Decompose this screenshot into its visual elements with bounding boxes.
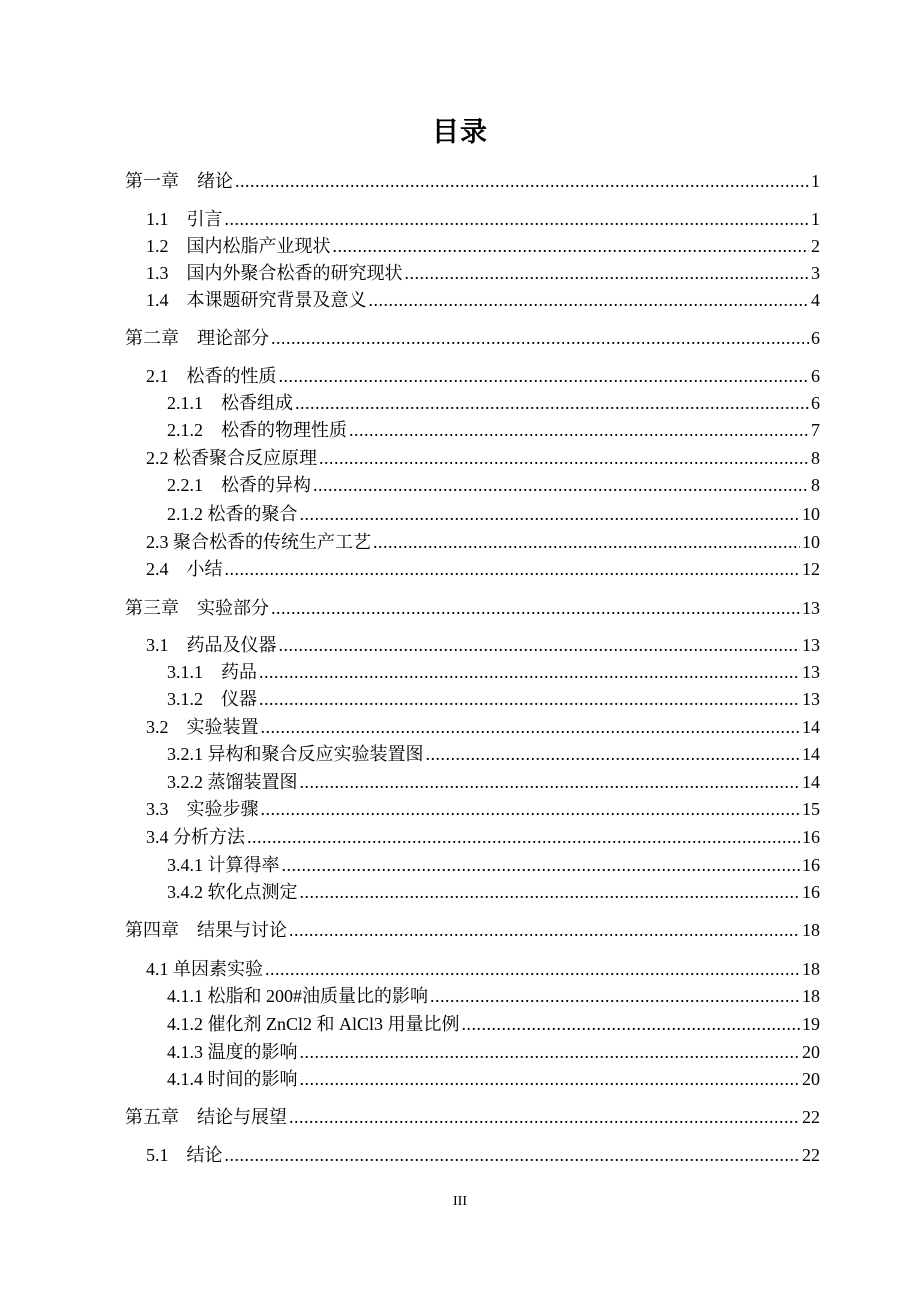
toc-entry-2-2[interactable]: 2.2 松香聚合反应原理 ..... 8 [146, 446, 820, 470]
toc-entry-3-1[interactable]: 3.1 药品及仪器 ..... 13 [146, 633, 820, 657]
toc-entry-1-4[interactable]: 1.4 本课题研究背景及意义 ..... 4 [146, 288, 820, 312]
toc-entry-3-1-1[interactable]: 3.1.1 药品 ..... 13 [167, 660, 820, 684]
page-number: III [453, 1194, 467, 1209]
toc-entry-4-1-3[interactable]: 4.1.3 温度的影响 ..... 20 [167, 1040, 820, 1064]
toc-entry-chapter-3[interactable]: 第三章 实验部分 ..... 13 [125, 596, 820, 620]
toc-entry-2-2-1[interactable]: 2.2.1 松香的异构 ..... 8 [167, 473, 820, 497]
toc-entry-1-1[interactable]: 1.1 引言 ..... 1 [146, 207, 820, 231]
toc-entry-3-1-2[interactable]: 3.1.2 仪器 ..... 13 [167, 687, 820, 711]
toc-entry-chapter-5[interactable]: 第五章 结论与展望 ..... 22 [125, 1105, 820, 1129]
toc-entry-2-3[interactable]: 2.3 聚合松香的传统生产工艺 ..... 10 [146, 530, 820, 554]
toc-entry-3-4-2[interactable]: 3.4.2 软化点测定 ..... 16 [167, 880, 820, 904]
toc-entry-4-1[interactable]: 4.1 单因素实验 ..... 18 [146, 957, 820, 981]
toc-entry-chapter-1[interactable]: 第一章 绪论 ..... 1 [125, 169, 820, 193]
toc-entry-3-2-2[interactable]: 3.2.2 蒸馏装置图 ..... 14 [167, 770, 820, 794]
toc-entry-chapter-2[interactable]: 第二章 理论部分 ..... 6 [125, 326, 820, 350]
toc-entry-4-1-1[interactable]: 4.1.1 松脂和 200#油质量比的影响 ..... 18 [167, 984, 820, 1008]
toc-entry-4-1-2[interactable]: 4.1.2 催化剂 ZnCl2 和 AlCl3 用量比例 ..... 19 [167, 1012, 820, 1036]
toc-entry-3-2-1[interactable]: 3.2.1 异构和聚合反应实验装置图 ..... 14 [167, 742, 820, 766]
toc-entry-2-4[interactable]: 2.4 小结 ..... 12 [146, 557, 820, 581]
toc-entry-1-3[interactable]: 1.3 国内外聚合松香的研究现状 ..... 3 [146, 261, 820, 285]
toc-entry-4-1-4[interactable]: 4.1.4 时间的影响 ..... 20 [167, 1067, 820, 1091]
toc-entry-3-4[interactable]: 3.4 分析方法 ..... 16 [146, 825, 820, 849]
toc-entry-1-2[interactable]: 1.2 国内松脂产业现状 ..... 2 [146, 234, 820, 258]
toc-title: 目录 [432, 117, 488, 148]
toc-entry-2-1[interactable]: 2.1 松香的性质 ..... 6 [146, 364, 820, 388]
toc-entry-5-1[interactable]: 5.1 结论 ..... 22 [146, 1143, 820, 1167]
toc-entry-3-4-1[interactable]: 3.4.1 计算得率 ..... 16 [167, 853, 820, 877]
toc-entry-3-3[interactable]: 3.3 实验步骤 ..... 15 [146, 797, 820, 821]
toc-entry-2-1-1[interactable]: 2.1.1 松香组成 ..... 6 [167, 391, 820, 415]
toc-entry-2-1-2b[interactable]: 2.1.2 松香的聚合 ..... 10 [167, 502, 820, 526]
toc-entry-3-2[interactable]: 3.2 实验装置 ..... 14 [146, 715, 820, 739]
toc-entry-chapter-4[interactable]: 第四章 结果与讨论 ..... 18 [125, 918, 820, 942]
toc-entry-2-1-2[interactable]: 2.1.2 松香的物理性质 ..... 7 [167, 418, 820, 442]
